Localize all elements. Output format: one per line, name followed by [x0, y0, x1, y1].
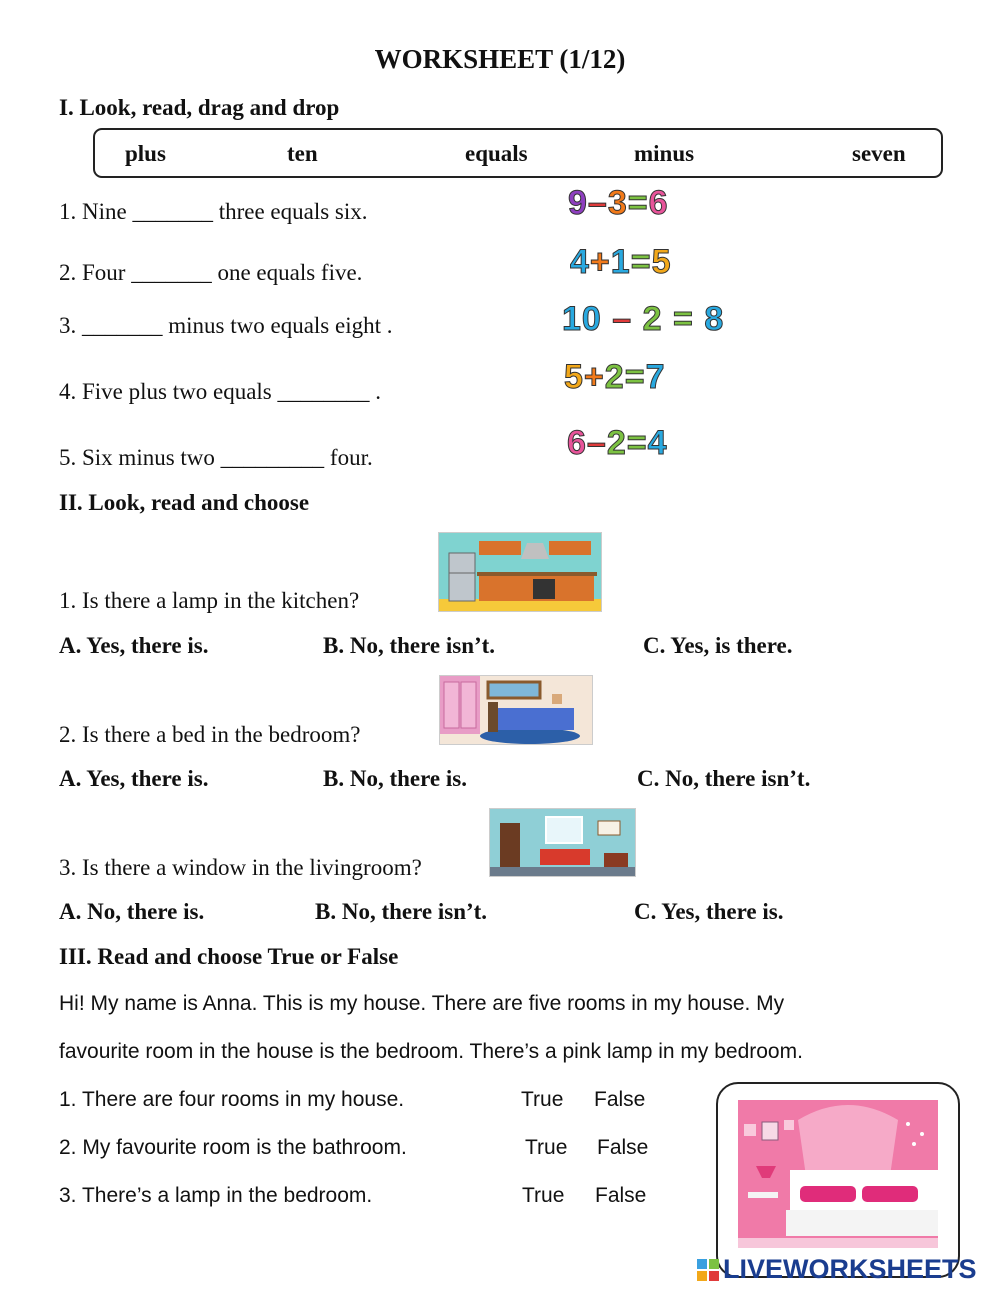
- drop-zone-3[interactable]: [84, 313, 178, 341]
- logo-text: LIVEWORKSHEETS: [723, 1254, 977, 1284]
- worksheet-title: WORKSHEET (1/12): [374, 44, 626, 74]
- s2-q2-option-a[interactable]: A. Yes, there is.: [59, 766, 209, 791]
- liveworksheets-logo: [697, 1254, 977, 1285]
- s2-question-2: 2. Is there a bed in the bedroom?: [59, 722, 361, 747]
- s2-q2-option-b[interactable]: B. No, there is.: [323, 766, 467, 791]
- word-chip-ten[interactable]: ten: [287, 141, 318, 166]
- tf-2-true[interactable]: True: [525, 1136, 568, 1159]
- livingroom-image: [489, 808, 636, 877]
- section-3-heading: III. Read and choose True or False: [59, 944, 399, 969]
- word-chip-equals[interactable]: equals: [465, 141, 528, 166]
- drop-zone-1[interactable]: [141, 200, 235, 228]
- tf-1-false[interactable]: False: [594, 1088, 646, 1111]
- section-1-heading: I. Look, read, drag and drop: [59, 95, 340, 120]
- pink-bedroom-image: [738, 1100, 938, 1248]
- tf-1-true[interactable]: True: [521, 1088, 564, 1111]
- equation-image-3: 10 – 2 = 8: [562, 300, 725, 338]
- s2-question-3: 3. Is there a window in the livingroom?: [59, 855, 422, 880]
- s1-question-2: 2. Four _______ one equals five.: [59, 260, 363, 285]
- drop-zone-4[interactable]: [304, 380, 412, 408]
- s1-question-4: 4. Five plus two equals ________ .: [59, 379, 381, 404]
- s2-q3-option-c[interactable]: C. Yes, there is.: [634, 899, 784, 924]
- equation-image-4: 5+2=7: [564, 358, 666, 396]
- s2-q3-option-a[interactable]: A. No, there is.: [59, 899, 205, 924]
- s2-q3-option-b[interactable]: B. No, there isn’t.: [315, 899, 488, 924]
- s1-question-3: 3. _______ minus two equals eight .: [59, 313, 393, 338]
- drop-zone-2[interactable]: [140, 260, 234, 288]
- equation-image-2: 4+1=5: [570, 243, 672, 281]
- s2-q1-option-b[interactable]: B. No, there isn’t.: [323, 633, 496, 658]
- kitchen-image: [438, 532, 602, 612]
- tf-2-false[interactable]: False: [597, 1136, 649, 1159]
- word-chip-seven[interactable]: seven: [852, 141, 906, 166]
- bedroom-image: [439, 675, 593, 745]
- s2-q2-option-c[interactable]: C. No, there isn’t.: [637, 766, 811, 791]
- s2-q1-option-a[interactable]: A. Yes, there is.: [59, 633, 209, 658]
- word-chip-minus[interactable]: minus: [634, 141, 695, 166]
- s1-question-5: 5. Six minus two _________ four.: [59, 445, 373, 470]
- s2-q1-option-c[interactable]: C. Yes, is there.: [643, 633, 793, 658]
- s2-question-1: 1. Is there a lamp in the kitchen?: [59, 588, 360, 613]
- equation-image-1: 9–3=6: [568, 184, 669, 222]
- tf-statement-3: 3. There’s a lamp in the bedroom.: [59, 1184, 373, 1207]
- tf-statement-1: 1. There are four rooms in my house.: [59, 1088, 405, 1111]
- tf-3-false[interactable]: False: [595, 1184, 647, 1207]
- word-chip-plus[interactable]: plus: [125, 141, 166, 166]
- section-2-heading: II. Look, read and choose: [59, 490, 310, 515]
- drop-zone-5[interactable]: [242, 446, 360, 474]
- passage-line-1: Hi! My name is Anna. This is my house. There are five rooms in my house. My: [59, 992, 785, 1015]
- s1-question-1: 1. Nine _______ three equals six.: [59, 199, 368, 224]
- passage-line-2: favourite room in the house is the bedroom. There’s a pink lamp in my bedroom.: [59, 1040, 803, 1063]
- word-bank: [93, 128, 943, 178]
- equation-image-5: 6–2=4: [567, 424, 668, 462]
- liveworksheets-logo-icon: [697, 1259, 719, 1281]
- tf-statement-2: 2. My favourite room is the bathroom.: [59, 1136, 407, 1159]
- tf-3-true[interactable]: True: [522, 1184, 565, 1207]
